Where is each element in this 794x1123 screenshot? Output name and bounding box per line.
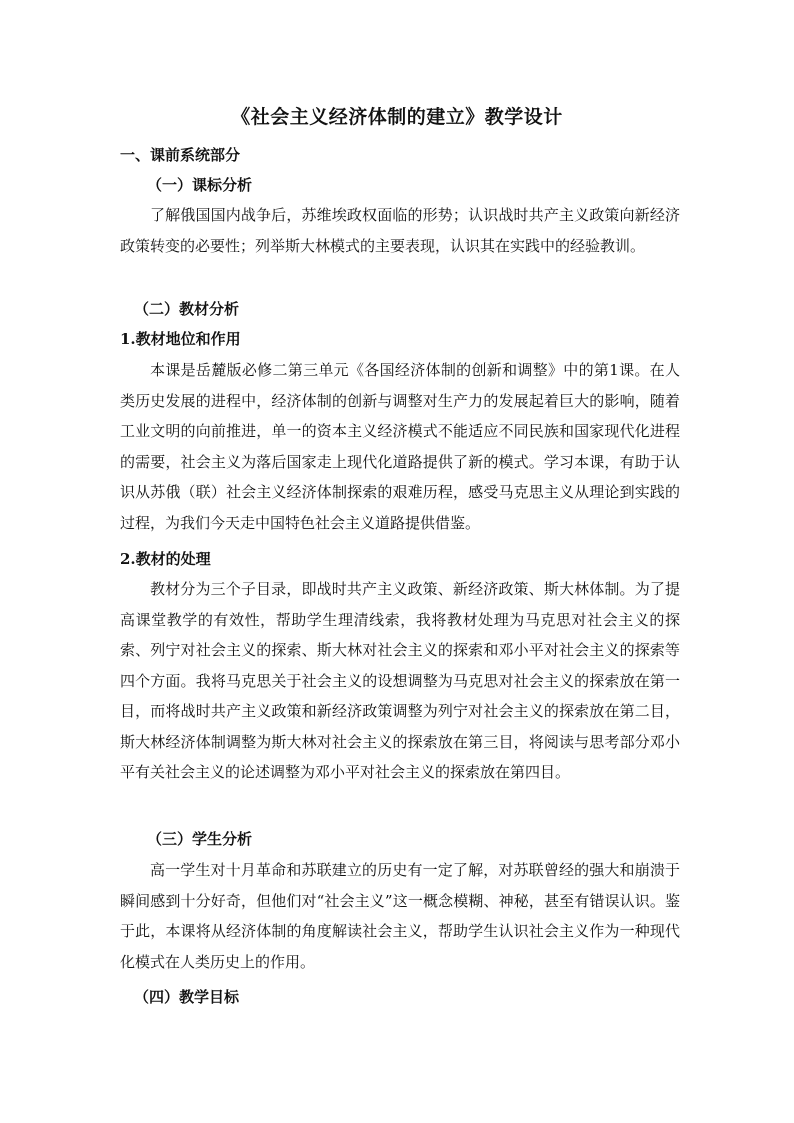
paragraph-student-analysis: 高一学生对十月革命和苏联建立的历史有一定了解，对苏联曾经的强大和崩溃于瞬间感到十分好奇，但他们对“社会主义”这一概念模糊、神秘，甚至有错误认识。鉴于此，本课将从经济体制的角度解读社会主义，帮助学生认识社会主义作为一种现代化模式在人类历史上的作用。 (120, 861, 680, 971)
item-heading-position-role: 1.教材地位和作用 (120, 330, 241, 348)
item-heading-textbook-handling: 2.教材的处理 (120, 550, 211, 568)
subsection-heading-students: （三）学生分析 (147, 830, 253, 848)
subsection-heading-curriculum: （一）课标分析 (147, 176, 253, 194)
document-title: 《社会主义经济体制的建立》教学设计 (231, 106, 563, 128)
subsection-heading-textbook: （二）教材分析 (134, 300, 240, 318)
paragraph-curriculum-analysis: 了解俄国国内战争后，苏维埃政权面临的形势；认识战时共产主义政策向新经济政策转变的必要性；列举斯大林模式的主要表现，认识其在实践中的经验教训。 (120, 206, 680, 255)
subsection-heading-objectives: （四）教学目标 (134, 988, 240, 1006)
section-heading-1: 一、课前系统部分 (120, 146, 241, 164)
paragraph-position-role: 本课是岳麓版必修二第三单元《各国经济体制的创新和调整》中的第1课。在人类历史发展的进程中，经济体制的创新与调整对生产力的发展起着巨大的影响，随着工业文明的向前推进，单一的资本主义经济模式不能适应不同民族和国家现代化进程的需要，社会主义为落后国家走上现代化道路提供了新的模式。学习本课，有助于认识从苏俄（联）社会主义经济体制探索的艰难历程，感受马克思主义从理论到实践的过程，为我们今天走中国特色社会主义道路提供借鉴。 (120, 361, 680, 532)
paragraph-textbook-handling: 教材分为三个子目录，即战时共产主义政策、新经济政策、斯大林体制。为了提高课堂教学的有效性，帮助学生理清线索，我将教材处理为马克思对社会主义的探索、列宁对社会主义的探索、斯大林对社会主义的探索和邓小平对社会主义的探索等四个方面。我将马克思关于社会主义的设想调整为马克思对社会主义的探索放在第一目，而将战时共产主义政策和新经济政策调整为列宁对社会主义的探索放在第二目，斯大林经济体制调整为斯大林对社会主义的探索放在第三目，将阅读与思考部分邓小平有关社会主义的论述调整为邓小平对社会主义的探索放在第四目。 (120, 580, 680, 781)
